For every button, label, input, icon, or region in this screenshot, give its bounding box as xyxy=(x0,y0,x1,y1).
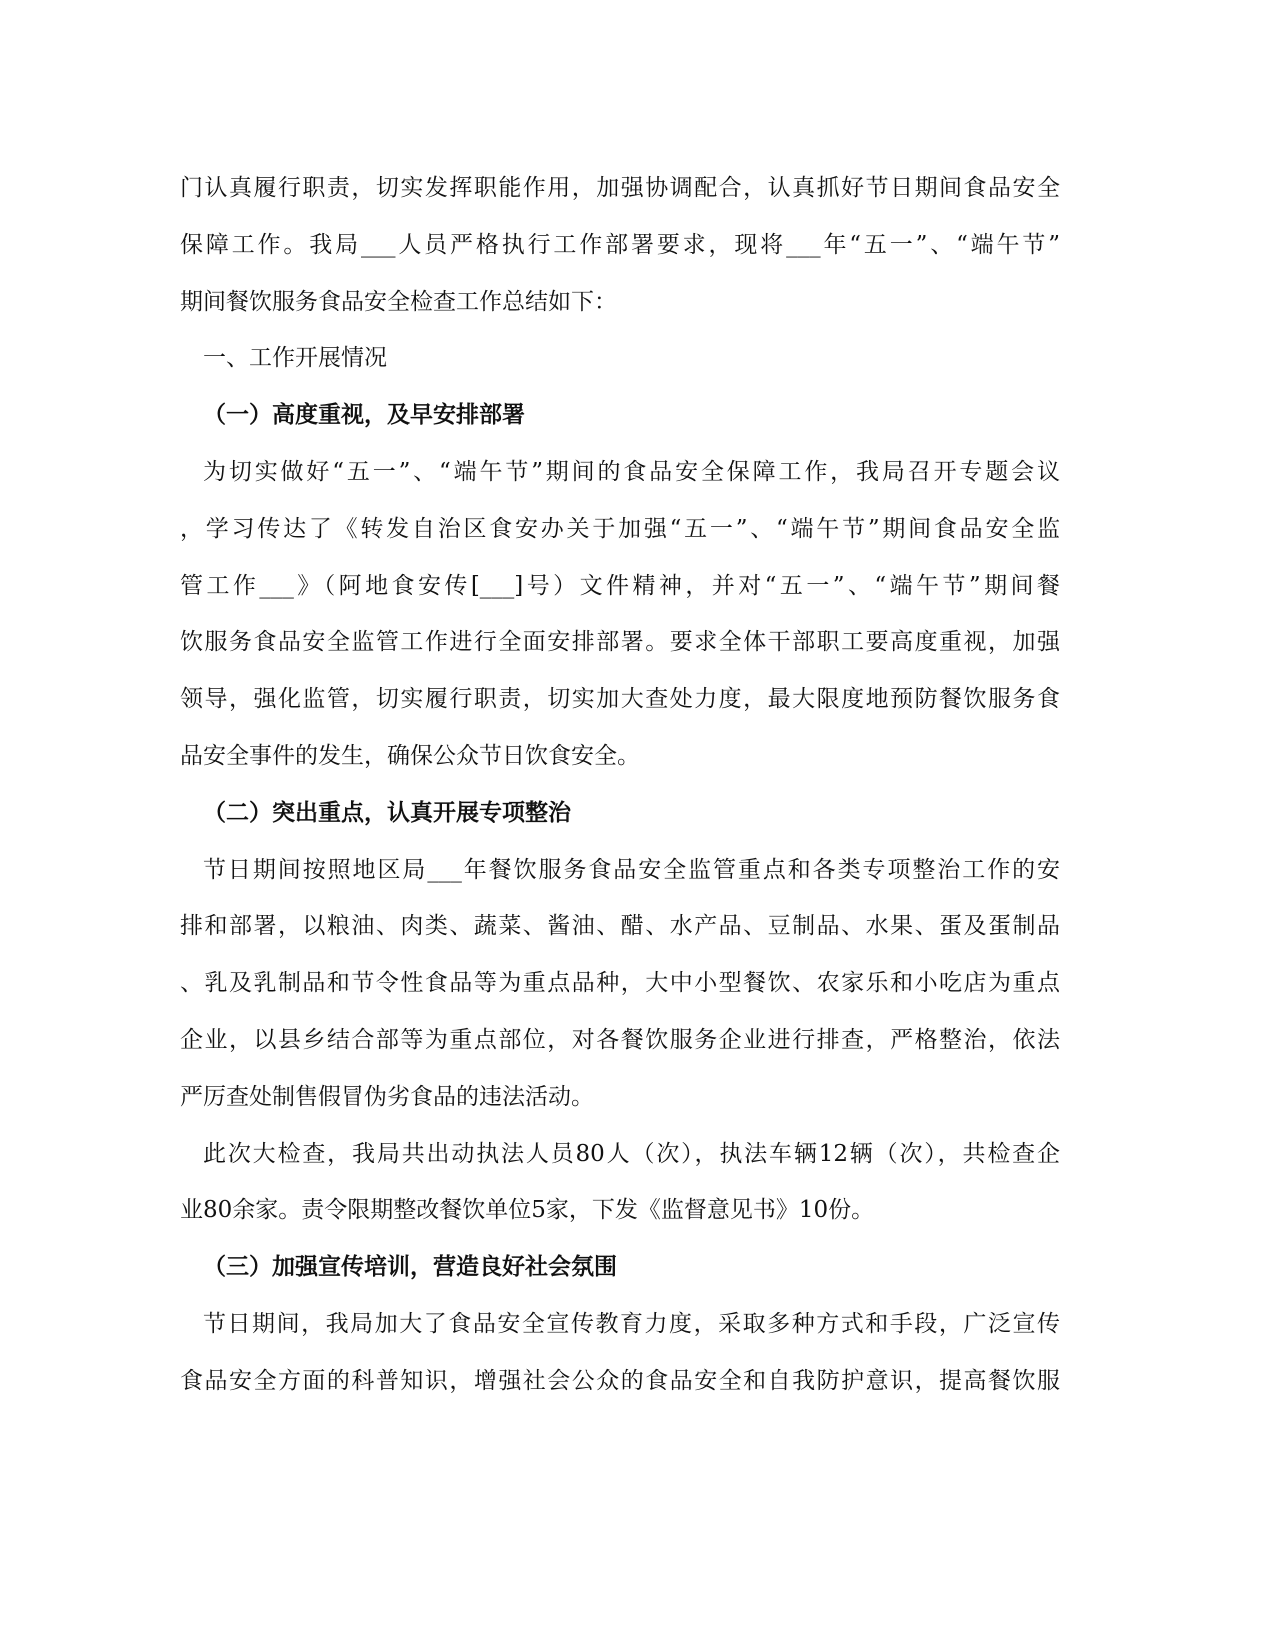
text-line: 饮服务食品安全监管工作进行全面安排部署。要求全体干部职工要高度重视，加强 xyxy=(180,629,1060,656)
text-line: 排和部署，以粮油、肉类、蔬菜、酱油、醋、水产品、豆制品、水果、蛋及蛋制品 xyxy=(180,913,1060,940)
text-line: 门认真履行职责，切实发挥职能作用，加强协调配合，认真抓好节日期间食品安全 xyxy=(180,175,1060,201)
text-line: 业80余家。责令限期整改餐饮单位5家，下发《监督意见书》10份。 xyxy=(180,1197,875,1224)
section-heading: 一、工作开展情况 xyxy=(203,345,387,372)
text-line: 品安全事件的发生，确保公众节日饮食安全。 xyxy=(180,742,640,769)
text-line: 领导，强化监管，切实履行职责，切实加大查处力度，最大限度地预防餐饮服务食 xyxy=(180,686,1060,713)
subsection-heading: （二）突出重点，认真开展专项整治 xyxy=(203,799,571,826)
text-line: 食品安全方面的科普知识，增强社会公众的食品安全和自我防护意识，提高餐饮服 xyxy=(180,1367,1060,1394)
document-body xyxy=(180,160,1060,1410)
paragraph-first-line: 节日期间按照地区局___年餐饮服务食品安全监管重点和各类专项整治工作的安 xyxy=(203,856,1060,883)
text-line: 严厉查处制售假冒伪劣食品的违法活动。 xyxy=(180,1083,594,1110)
text-line: 企业，以县乡结合部等为重点部位，对各餐饮服务企业进行排查，严格整治，依法 xyxy=(180,1026,1060,1053)
paragraph-first-line: 为切实做好“五一”、“端午节”期间的食品安全保障工作，我局召开专题会议 xyxy=(203,458,1060,485)
paragraph-first-line: 节日期间，我局加大了食品安全宣传教育力度，采取多种方式和手段，广泛宣传 xyxy=(203,1310,1060,1337)
paragraph-first-line: 此次大检查，我局共出动执法人员80人（次），执法车辆12辆（次），共检查企 xyxy=(203,1140,1060,1167)
subsection-heading: （一）高度重视，及早安排部署 xyxy=(203,402,525,429)
text-line: 、乳及乳制品和节令性食品等为重点品种，大中小型餐饮、农家乐和小吃店为重点 xyxy=(180,970,1060,997)
subsection-heading: （三）加强宣传培训，营造良好社会氛围 xyxy=(203,1254,617,1281)
text-line: 期间餐饮服务食品安全检查工作总结如下： xyxy=(180,288,617,315)
text-line: ，学习传达了《转发自治区食安办关于加强“五一”、“端午节”期间食品安全监 xyxy=(180,515,1060,542)
text-line: 保障工作。我局___人员严格执行工作部署要求，现将___年“五一”、“端午节” xyxy=(180,231,1060,258)
text-line: 管工作___》（阿地食安传[___]号）文件精神，并对“五一”、“端午节”期间餐 xyxy=(180,572,1060,599)
